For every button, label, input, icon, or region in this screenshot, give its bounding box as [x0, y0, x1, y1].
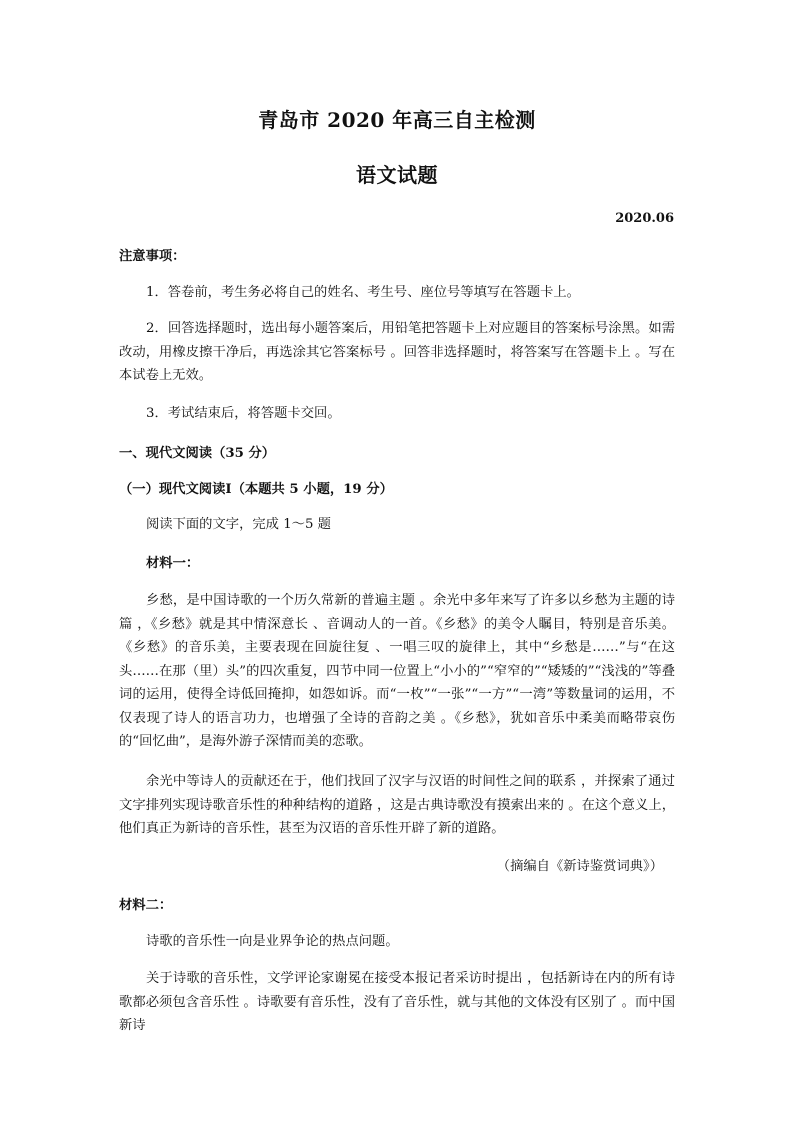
material-1-label: 材料一：: [146, 556, 200, 571]
reading-instruction: 阅读下面的文字，完成 1～5 题: [146, 517, 331, 532]
material-1-paragraph-1: 乡愁，是中国诗歌的一个历久常新的普遍主题 。余光中多年来写了许多以乡愁为主题的诗篇 ，《乡愁》就是其中情深意长 、音调动人的一首。《乡愁》的美令人瞩目，特别是音乐美。《乡愁》的音乐美，主要表现在回旋往复 、一唱三叹的旋律上，其中“乡愁是……”与“在这头……在那（里）头”的四次重复，四节中同一位置上“小小的”“窄窄的”“矮矮的”“浅浅的”等叠词的运用，使得全诗低回掩抑，如怨如诉。而“一枚”“一张”“一方”“一湾”等数量词的运用，不仅表现了诗人的语言功力，也增强了全诗的音韵之美 。《乡愁》，犹如音乐中柔美而略带哀伤的“回忆曲”，是海外游子深情而美的恋歌。: [119, 593, 675, 749]
material-2-paragraph-1: 诗歌的音乐性一向是业界争论的热点问题。: [146, 934, 399, 949]
notice-heading: 注意事项：: [119, 249, 186, 264]
material-1-source: （摘编自《新诗鉴赏词典》）: [496, 859, 663, 874]
exam-date: 2020.06: [615, 211, 674, 226]
section-heading: 一、现代文阅读（35 分）: [119, 446, 276, 461]
subsection-heading: （一）现代文阅读Ⅰ（本题共 5 小题，19 分）: [119, 482, 393, 497]
notice-item-2: 2．回答选择题时，选出每小题答案后，用铅笔把答题卡上对应题目的答案标号涂黑。如需改动，用橡皮擦干净后，再选涂其它答案标号 。回答非选择题时，将答案写在答题卡上 。写在本试卷上无效。: [119, 321, 675, 383]
material-1-paragraph-2: 余光中等诗人的贡献还在于，他们找回了汉字与汉语的时间性之间的联系 ，并探索了通过文字排列实现诗歌音乐性的种种结构的道路 ，这是古典诗歌没有摸索出来的 。在这个意义上，他们真正为新诗的音乐性，甚至为汉语的音乐性开辟了新的道路。: [119, 774, 675, 836]
page-title: 青岛市 2020 年高三自主检测: [258, 108, 536, 132]
notice-item-1: 1．答卷前，考生务必将自己的姓名、考生号、座位号等填写在答题卡上。: [146, 285, 580, 300]
page-subtitle: 语文试题: [356, 163, 438, 187]
notice-item-3: 3．考试结束后，将答题卡交回。: [146, 406, 341, 421]
material-2-label: 材料二：: [119, 898, 173, 913]
material-2-paragraph-2: 关于诗歌的音乐性，文学评论家谢冕在接受本报记者采访时提出 ，包括新诗在内的所有诗歌都必须包含音乐性 。诗歌要有音乐性，没有了音乐性，就与其他的文体没有区别了 。而中国新诗: [119, 971, 675, 1033]
